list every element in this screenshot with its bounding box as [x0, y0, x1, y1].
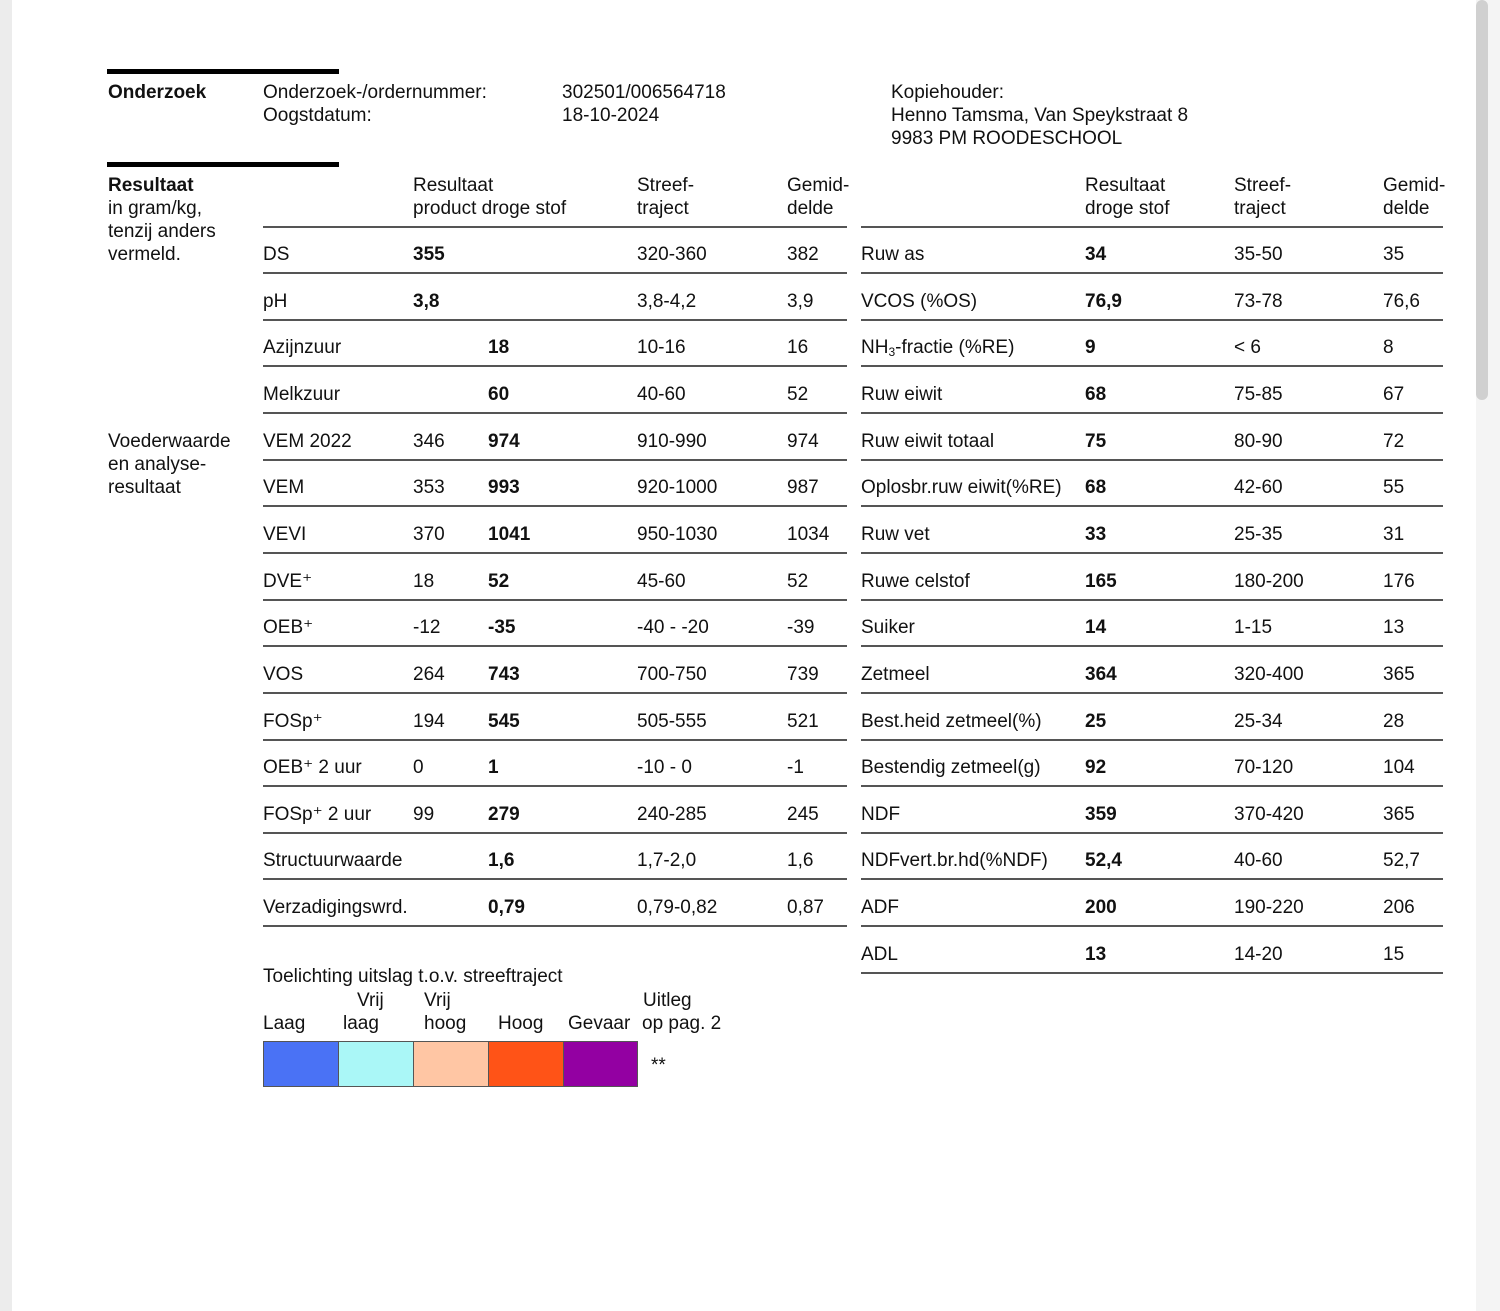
left-row-label: OEB⁺ 2 uur	[263, 757, 362, 778]
right-target-range: 1-15	[1234, 617, 1273, 638]
left-header-target: Streef-	[637, 175, 695, 196]
right-target-range: 75-85	[1234, 384, 1283, 405]
feed-value-group-label: Voederwaarde	[108, 431, 231, 452]
left-product-value: 18	[413, 571, 435, 592]
left-average-value: 1,6	[787, 850, 814, 871]
right-target-range: < 6	[1234, 337, 1261, 358]
right-dry-matter-value: 25	[1085, 711, 1107, 732]
left-dry-matter-value: 974	[488, 431, 520, 452]
left-row-rule	[263, 505, 847, 507]
left-product-value: 370	[413, 524, 445, 545]
left-average-value: 245	[787, 804, 819, 825]
copyholder-city: 9983 PM ROODESCHOOL	[891, 128, 1123, 149]
left-average-value: 16	[787, 337, 809, 358]
order-number-label: Onderzoek-/ordernummer:	[263, 82, 487, 103]
right-target-range: 70-120	[1234, 757, 1294, 778]
left-row-label: DVE⁺	[263, 571, 313, 592]
right-target-range: 180-200	[1234, 571, 1304, 592]
right-row-rule	[861, 272, 1443, 274]
left-row-label: OEB⁺	[263, 617, 314, 638]
right-row-rule	[861, 412, 1443, 414]
right-target-range: 25-35	[1234, 524, 1283, 545]
left-dry-matter-value: 743	[488, 664, 520, 685]
right-dry-matter-value: 92	[1085, 757, 1107, 778]
right-average-value: 206	[1383, 897, 1415, 918]
right-target-range: 80-90	[1234, 431, 1283, 452]
left-average-value: 3,9	[787, 291, 814, 312]
left-row-label: Verzadigingswrd.	[263, 897, 408, 918]
left-product-value: 194	[413, 711, 445, 732]
right-dry-matter-value: 68	[1085, 477, 1107, 498]
right-row-label: VCOS (%OS)	[861, 291, 978, 312]
right-average-value: 72	[1383, 431, 1405, 452]
right-average-value: 28	[1383, 711, 1405, 732]
left-target-range: 1,7-2,0	[637, 850, 697, 871]
result-unit-line: in gram/kg,	[108, 198, 202, 219]
left-row-label: Structuurwaarde	[263, 850, 403, 871]
left-header-result: Resultaat	[413, 175, 494, 196]
right-row-label: ADF	[861, 897, 899, 918]
legend-marker: **	[651, 1055, 666, 1076]
left-average-value: -39	[787, 617, 815, 638]
legend-label-hoog: Hoog	[498, 1013, 544, 1034]
right-row-rule	[861, 972, 1443, 974]
right-header-result-sub: droge stof	[1085, 198, 1170, 219]
feed-value-group-label: resultaat	[108, 477, 181, 498]
legend-label-vrij-hoog: Vrij	[424, 990, 451, 1011]
harvest-date-label: Oogstdatum:	[263, 105, 372, 126]
left-average-value: -1	[787, 757, 804, 778]
right-average-value: 31	[1383, 524, 1405, 545]
right-dry-matter-value: 76,9	[1085, 291, 1122, 312]
legend-label-gevaar: Gevaar	[568, 1013, 631, 1034]
right-row-label: Best.heid zetmeel(%)	[861, 711, 1042, 732]
left-product-value: 0	[413, 757, 424, 778]
right-row-rule	[861, 739, 1443, 741]
right-dry-matter-value: 13	[1085, 944, 1107, 965]
right-row-label: Ruw eiwit totaal	[861, 431, 995, 452]
right-dry-matter-value: 52,4	[1085, 850, 1122, 871]
left-dry-matter-value: 545	[488, 711, 520, 732]
scrollbar-thumb[interactable]	[1476, 0, 1488, 400]
left-target-range: 240-285	[637, 804, 707, 825]
right-target-range: 73-78	[1234, 291, 1283, 312]
legend-swatch-hoog	[488, 1041, 564, 1087]
legend-label-vrij-laag: laag	[343, 1013, 379, 1034]
left-product-value: -12	[413, 617, 441, 638]
right-average-value: 365	[1383, 804, 1415, 825]
right-row-rule	[861, 505, 1443, 507]
legend-label-uitleg-page: op pag. 2	[642, 1013, 722, 1034]
left-target-range: 920-1000	[637, 477, 718, 498]
left-average-value: 382	[787, 244, 819, 265]
right-row-label: Ruw eiwit	[861, 384, 943, 405]
right-average-value: 176	[1383, 571, 1415, 592]
left-average-value: 52	[787, 384, 809, 405]
right-dry-matter-value: 9	[1085, 337, 1096, 358]
right-row-rule	[861, 832, 1443, 834]
right-row-rule	[861, 785, 1443, 787]
right-target-range: 25-34	[1234, 711, 1283, 732]
left-target-range: 505-555	[637, 711, 707, 732]
left-dry-matter-value: 52	[488, 571, 510, 592]
right-row-label: Bestendig zetmeel(g)	[861, 757, 1041, 778]
left-row-rule	[263, 459, 847, 461]
left-average-value: 974	[787, 431, 819, 452]
right-row-label: Ruwe celstof	[861, 571, 970, 592]
right-average-value: 13	[1383, 617, 1405, 638]
left-row-rule	[263, 925, 847, 927]
left-dry-matter-value: 1041	[488, 524, 531, 545]
left-row-label: Azijnzuur	[263, 337, 342, 358]
right-header-target-sub: traject	[1234, 198, 1286, 219]
right-header-average: Gemid-	[1383, 175, 1446, 196]
right-dry-matter-value: 68	[1085, 384, 1107, 405]
left-target-range: 3,8-4,2	[637, 291, 697, 312]
left-product-value: 3,8	[413, 291, 440, 312]
left-dry-matter-value: 18	[488, 337, 510, 358]
left-header-average: Gemid-	[787, 175, 850, 196]
left-average-value: 739	[787, 664, 819, 685]
result-title: Resultaat	[108, 175, 194, 196]
right-average-value: 76,6	[1383, 291, 1420, 312]
left-average-value: 1034	[787, 524, 830, 545]
left-dry-matter-value: 279	[488, 804, 520, 825]
right-target-range: 190-220	[1234, 897, 1304, 918]
legend-label-uitleg: Uitleg	[643, 990, 692, 1011]
right-row-label: Ruw as	[861, 244, 925, 265]
right-row-label: Oplosbr.ruw eiwit(%RE)	[861, 477, 1062, 498]
left-product-value: 353	[413, 477, 445, 498]
right-average-value: 15	[1383, 944, 1405, 965]
right-header-average-sub: delde	[1383, 198, 1430, 219]
right-target-range: 14-20	[1234, 944, 1283, 965]
left-product-value: 99	[413, 804, 435, 825]
left-target-range: 40-60	[637, 384, 686, 405]
right-average-value: 35	[1383, 244, 1405, 265]
left-row-rule	[263, 365, 847, 367]
document-page	[12, 0, 1476, 1311]
right-target-range: 40-60	[1234, 850, 1283, 871]
right-header-result: Resultaat	[1085, 175, 1166, 196]
left-dry-matter-value: 1,6	[488, 850, 515, 871]
left-average-value: 987	[787, 477, 819, 498]
section-title-onderzoek: Onderzoek	[108, 82, 207, 103]
legend-swatch-laag	[263, 1041, 339, 1087]
nh3-suffix: -fractie (%RE)	[895, 337, 1015, 358]
right-row-rule	[861, 645, 1443, 647]
right-average-value: 104	[1383, 757, 1415, 778]
left-header-target-sub: traject	[637, 198, 689, 219]
right-header-rule	[861, 226, 1443, 228]
left-row-label: VEM 2022	[263, 431, 352, 452]
left-row-label: VOS	[263, 664, 304, 685]
left-average-value: 52	[787, 571, 809, 592]
right-dry-matter-value: 34	[1085, 244, 1107, 265]
right-row-label: Zetmeel	[861, 664, 930, 685]
right-target-range: 320-400	[1234, 664, 1304, 685]
right-average-value: 8	[1383, 337, 1394, 358]
right-row-rule	[861, 319, 1443, 321]
left-row-label: FOSp⁺ 2 uur	[263, 804, 372, 825]
right-row-rule	[861, 552, 1443, 554]
right-row-label: NDF	[861, 804, 901, 825]
right-row-rule	[861, 878, 1443, 880]
legend-swatch-gevaar	[563, 1041, 638, 1087]
left-row-rule	[263, 319, 847, 321]
left-row-label: Melkzuur	[263, 384, 341, 405]
left-dry-matter-value: 993	[488, 477, 520, 498]
right-average-value: 67	[1383, 384, 1405, 405]
right-average-value: 55	[1383, 477, 1405, 498]
section-rule-top	[107, 69, 339, 74]
right-average-value: 52,7	[1383, 850, 1420, 871]
left-target-range: 700-750	[637, 664, 707, 685]
left-row-rule	[263, 552, 847, 554]
feed-value-group-label: en analyse-	[108, 454, 207, 475]
left-target-range: -10 - 0	[637, 757, 692, 778]
left-row-rule	[263, 785, 847, 787]
left-target-range: -40 - -20	[637, 617, 709, 638]
copyholder-label: Kopiehouder:	[891, 82, 1005, 103]
legend-label-vrij-laag: Vrij	[357, 990, 384, 1011]
left-product-value: 355	[413, 244, 445, 265]
legend-label-laag: Laag	[263, 1013, 306, 1034]
right-dry-matter-value: 165	[1085, 571, 1117, 592]
right-row-label	[861, 336, 1014, 359]
left-product-value: 346	[413, 431, 445, 452]
left-row-label: VEVI	[263, 524, 307, 545]
right-header-target: Streef-	[1234, 175, 1292, 196]
left-target-range: 320-360	[637, 244, 707, 265]
order-number-value: 302501/006564718	[562, 82, 726, 103]
left-target-range: 45-60	[637, 571, 686, 592]
left-row-rule	[263, 412, 847, 414]
right-row-label: NDFvert.br.hd(%NDF)	[861, 850, 1048, 871]
right-row-rule	[861, 599, 1443, 601]
right-row-label: Ruw vet	[861, 524, 930, 545]
left-product-value: 264	[413, 664, 445, 685]
left-row-label: FOSp⁺	[263, 711, 323, 732]
right-average-value: 365	[1383, 664, 1415, 685]
result-unit-line: tenzij anders	[108, 221, 216, 242]
nh3-subscript: 3	[888, 345, 896, 359]
left-row-rule	[263, 878, 847, 880]
left-target-range: 910-990	[637, 431, 707, 452]
right-row-label: Suiker	[861, 617, 915, 638]
right-target-range: 370-420	[1234, 804, 1304, 825]
right-target-range: 42-60	[1234, 477, 1283, 498]
right-row-label: ADL	[861, 944, 898, 965]
left-row-label: pH	[263, 291, 288, 312]
left-dry-matter-value: -35	[488, 617, 516, 638]
left-row-label: DS	[263, 244, 290, 265]
right-dry-matter-value: 33	[1085, 524, 1107, 545]
left-target-range: 0,79-0,82	[637, 897, 718, 918]
copyholder-address: Henno Tamsma, Van Speykstraat 8	[891, 105, 1189, 126]
left-target-range: 10-16	[637, 337, 686, 358]
left-dry-matter-value: 0,79	[488, 897, 525, 918]
left-header-average-sub: delde	[787, 198, 834, 219]
left-row-rule	[263, 272, 847, 274]
right-target-range: 35-50	[1234, 244, 1283, 265]
right-row-rule	[861, 459, 1443, 461]
harvest-date-value: 18-10-2024	[562, 105, 660, 126]
left-row-rule	[263, 832, 847, 834]
left-row-rule	[263, 599, 847, 601]
nh3-prefix: NH	[861, 337, 889, 358]
left-average-value: 0,87	[787, 897, 824, 918]
left-header-rule	[263, 226, 847, 228]
left-row-rule	[263, 692, 847, 694]
right-row-rule	[861, 692, 1443, 694]
right-row-rule	[861, 365, 1443, 367]
right-dry-matter-value: 364	[1085, 664, 1117, 685]
left-row-label: VEM	[263, 477, 305, 498]
right-dry-matter-value: 75	[1085, 431, 1107, 452]
left-target-range: 950-1030	[637, 524, 718, 545]
right-row-rule	[861, 925, 1443, 927]
left-row-rule	[263, 645, 847, 647]
right-dry-matter-value: 359	[1085, 804, 1117, 825]
left-header-result-sub: product droge stof	[413, 198, 567, 219]
right-dry-matter-value: 200	[1085, 897, 1117, 918]
left-average-value: 521	[787, 711, 819, 732]
left-row-rule	[263, 739, 847, 741]
legend-label-vrij-hoog: hoog	[424, 1013, 467, 1034]
left-dry-matter-value: 60	[488, 384, 510, 405]
legend-swatch-vrij-hoog	[413, 1041, 489, 1087]
left-dry-matter-value: 1	[488, 757, 499, 778]
section-rule-result	[107, 162, 339, 167]
right-dry-matter-value: 14	[1085, 617, 1107, 638]
legend-swatch-vrij-laag	[338, 1041, 414, 1087]
legend-title: Toelichting uitslag t.o.v. streeftraject	[263, 966, 563, 987]
result-unit-line: vermeld.	[108, 244, 181, 265]
